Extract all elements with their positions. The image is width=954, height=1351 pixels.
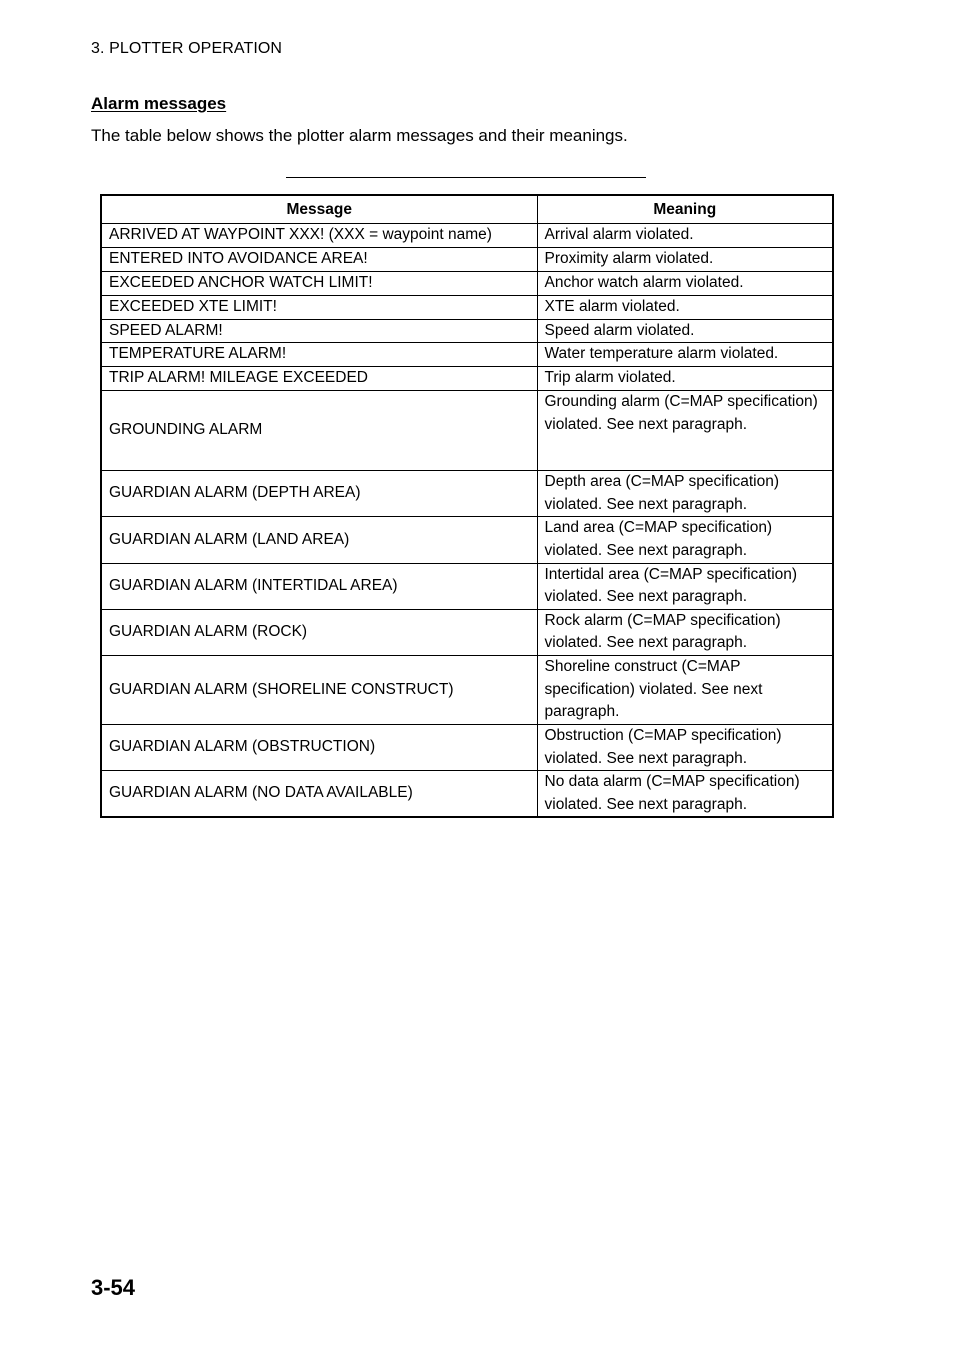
meaning-cell: Grounding alarm (C=MAP specification) violated. See next paragraph.: [537, 391, 833, 471]
table-row: [101, 271, 833, 295]
table-row: [101, 295, 833, 319]
meaning-cell: Proximity alarm violated.: [537, 247, 833, 271]
meaning-cell: Water temperature alarm violated.: [537, 343, 833, 367]
alarm-messages-table: [100, 194, 834, 818]
message-cell: GUARDIAN ALARM (SHORELINE CONSTRUCT): [101, 655, 537, 724]
meaning-cell: Speed alarm violated.: [537, 319, 833, 343]
table-row: [101, 367, 833, 391]
message-cell: GUARDIAN ALARM (ROCK): [101, 609, 537, 655]
intro-paragraph: The table below shows the plotter alarm messages and their meanings.: [91, 126, 628, 145]
message-cell: GUARDIAN ALARM (LAND AREA): [101, 517, 537, 563]
message-cell: EXCEEDED ANCHOR WATCH LIMIT!: [101, 271, 537, 295]
message-cell: TEMPERATURE ALARM!: [101, 343, 537, 367]
meaning-cell: Obstruction (C=MAP specification) violated. See next paragraph.: [537, 724, 833, 770]
page-number: 3-54: [91, 1275, 136, 1300]
table-row: [101, 224, 833, 248]
column-header-meaning: Meaning: [537, 195, 833, 224]
table-row: [101, 655, 833, 724]
meaning-cell: Land area (C=MAP specification) violated. See next paragraph.: [537, 517, 833, 563]
table-row: [101, 247, 833, 271]
message-cell: GUARDIAN ALARM (OBSTRUCTION): [101, 724, 537, 770]
meaning-cell: Depth area (C=MAP specification) violated. See next paragraph.: [537, 471, 833, 517]
meaning-cell: XTE alarm violated.: [537, 295, 833, 319]
message-cell: TRIP ALARM! MILEAGE EXCEEDED: [101, 367, 537, 391]
table-row: [101, 724, 833, 770]
meaning-cell: No data alarm (C=MAP specification) violated. See next paragraph.: [537, 771, 833, 818]
meaning-cell: Arrival alarm violated.: [537, 224, 833, 248]
table-caption-rule: [286, 177, 646, 178]
table-row: [101, 343, 833, 367]
message-cell: GROUNDING ALARM: [101, 391, 537, 471]
table-row: [101, 471, 833, 517]
message-cell: GUARDIAN ALARM (DEPTH AREA): [101, 471, 537, 517]
message-cell: ARRIVED AT WAYPOINT XXX! (XXX = waypoint name): [101, 224, 537, 248]
table-row: [101, 609, 833, 655]
message-cell: EXCEEDED XTE LIMIT!: [101, 295, 537, 319]
table-row: [101, 319, 833, 343]
table-header-row: [101, 195, 833, 224]
meaning-cell: Rock alarm (C=MAP specification) violated. See next paragraph.: [537, 609, 833, 655]
meaning-cell: Intertidal area (C=MAP specification) violated. See next paragraph.: [537, 563, 833, 609]
meaning-cell: Anchor watch alarm violated.: [537, 271, 833, 295]
message-cell: ENTERED INTO AVOIDANCE AREA!: [101, 247, 537, 271]
section-title: Alarm messages: [91, 94, 227, 113]
table-row: [101, 517, 833, 563]
meaning-cell: Trip alarm violated.: [537, 367, 833, 391]
message-cell: GUARDIAN ALARM (INTERTIDAL AREA): [101, 563, 537, 609]
table-row: [101, 563, 833, 609]
table-row: [101, 391, 833, 471]
message-cell: GUARDIAN ALARM (NO DATA AVAILABLE): [101, 771, 537, 818]
message-cell: SPEED ALARM!: [101, 319, 537, 343]
meaning-cell: Shoreline construct (C=MAP specification) violated. See next paragraph.: [537, 655, 833, 724]
table-row: [101, 771, 833, 818]
column-header-message: Message: [101, 195, 537, 224]
running-header: 3. PLOTTER OPERATION: [91, 40, 283, 57]
